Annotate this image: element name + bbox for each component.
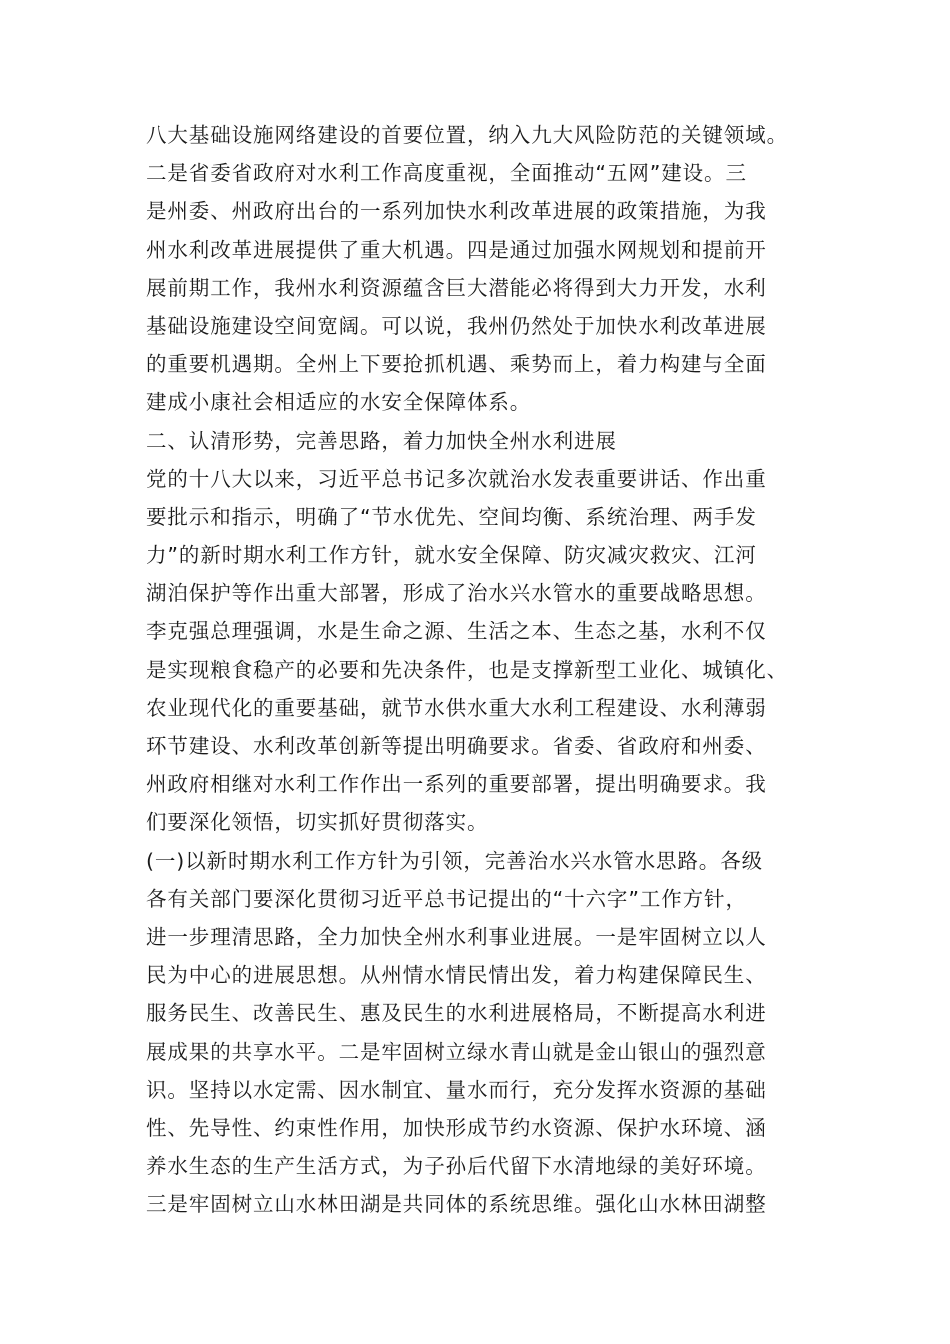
text-line: 民为中心的进展思想。从州情水情民情出发，着力构建保障民生、 <box>146 963 767 988</box>
text-line: 服务民生、改善民生、惠及民生的水利进展格局，不断提高水利进 <box>146 1001 767 1026</box>
text-line: 州政府相继对水利工作作出一系列的重要部署，提出明确要求。我 <box>146 772 767 797</box>
text-line: 展成果的共享水平。二是牢固树立绿水青山就是金山银山的强烈意 <box>146 1039 767 1064</box>
text-line: 们要深化领悟，切实抓好贯彻落实。 <box>146 810 489 835</box>
text-line: 基础设施建设空间宽阔。可以说，我州仍然处于加快水利改革进展 <box>146 313 767 338</box>
text-line: 州水利改革进展提供了重大机遇。四是通过加强水网规划和提前开 <box>146 237 767 262</box>
text-line: 李克强总理强调，水是生命之源、生活之本、生态之基，水利不仅 <box>146 619 767 644</box>
text-line: 识。坚持以水定需、因水制宜、量水而行，充分发挥水资源的基础 <box>146 1077 767 1102</box>
text-line: 环节建设、水利改革创新等提出明确要求。省委、省政府和州委、 <box>146 734 767 758</box>
text-line: 进一步理清思路，全力加快全州水利事业进展。一是牢固树立以人 <box>146 924 767 949</box>
text-line: 的重要机遇期。全州上下要抢抓机遇、乘势而上，着力构建与全面 <box>146 352 767 377</box>
text-line: 要批示和指示，明确了“节水优先、空间均衡、系统治理、两手发 <box>146 504 757 529</box>
text-line: 是州委、州政府出台的一系列加快水利改革进展的政策措施，为我 <box>146 199 767 224</box>
text-line: 建成小康社会相适应的水安全保障体系。 <box>146 390 532 415</box>
text-line: 农业现代化的重要基础，就节水供水重大水利工程建设、水利薄弱 <box>146 695 767 720</box>
text-line: 力”的新时期水利工作方针，就水安全保障、防灾减灾救灾、江河 <box>146 543 757 568</box>
document-body <box>146 116 826 1223</box>
text-line: 八大基础设施网络建设的首要位置，纳入九大风险防范的关键领域。 <box>146 123 788 147</box>
text-line: 湖泊保护等作出重大部署，形成了治水兴水管水的重要战略思想。 <box>146 581 767 606</box>
section-heading: 二、认清形势，完善思路，着力加快全州水利进展 <box>146 428 617 453</box>
text-line: 党的十八大以来，习近平总书记多次就治水发表重要讲话、作出重 <box>146 466 767 491</box>
subsection-heading-line: (一)以新时期水利工作方针为引领，完善治水兴水管水思路。各级 <box>146 848 763 873</box>
text-line: 展前期工作，我州水利资源蕴含巨大潜能必将得到大力开发，水利 <box>146 275 767 300</box>
text-line: 性、先导性、约束性作用，加快形成节约水资源、保护水环境、涵 <box>146 1115 767 1140</box>
text-line: 各有关部门要深化贯彻习近平总书记提出的“十六字”工作方针， <box>146 886 747 911</box>
text-line: 养水生态的生产生活方式，为子孙后代留下水清地绿的美好环境。 <box>146 1154 767 1179</box>
text-line: 三是牢固树立山水林田湖是共同体的系统思维。强化山水林田湖整 <box>146 1192 767 1217</box>
text-line: 二是省委省政府对水利工作高度重视，全面推动“五网”建设。三 <box>146 161 747 186</box>
text-line: 是实现粮食稳产的必要和先决条件，也是支撑新型工业化、城镇化、 <box>146 657 788 682</box>
